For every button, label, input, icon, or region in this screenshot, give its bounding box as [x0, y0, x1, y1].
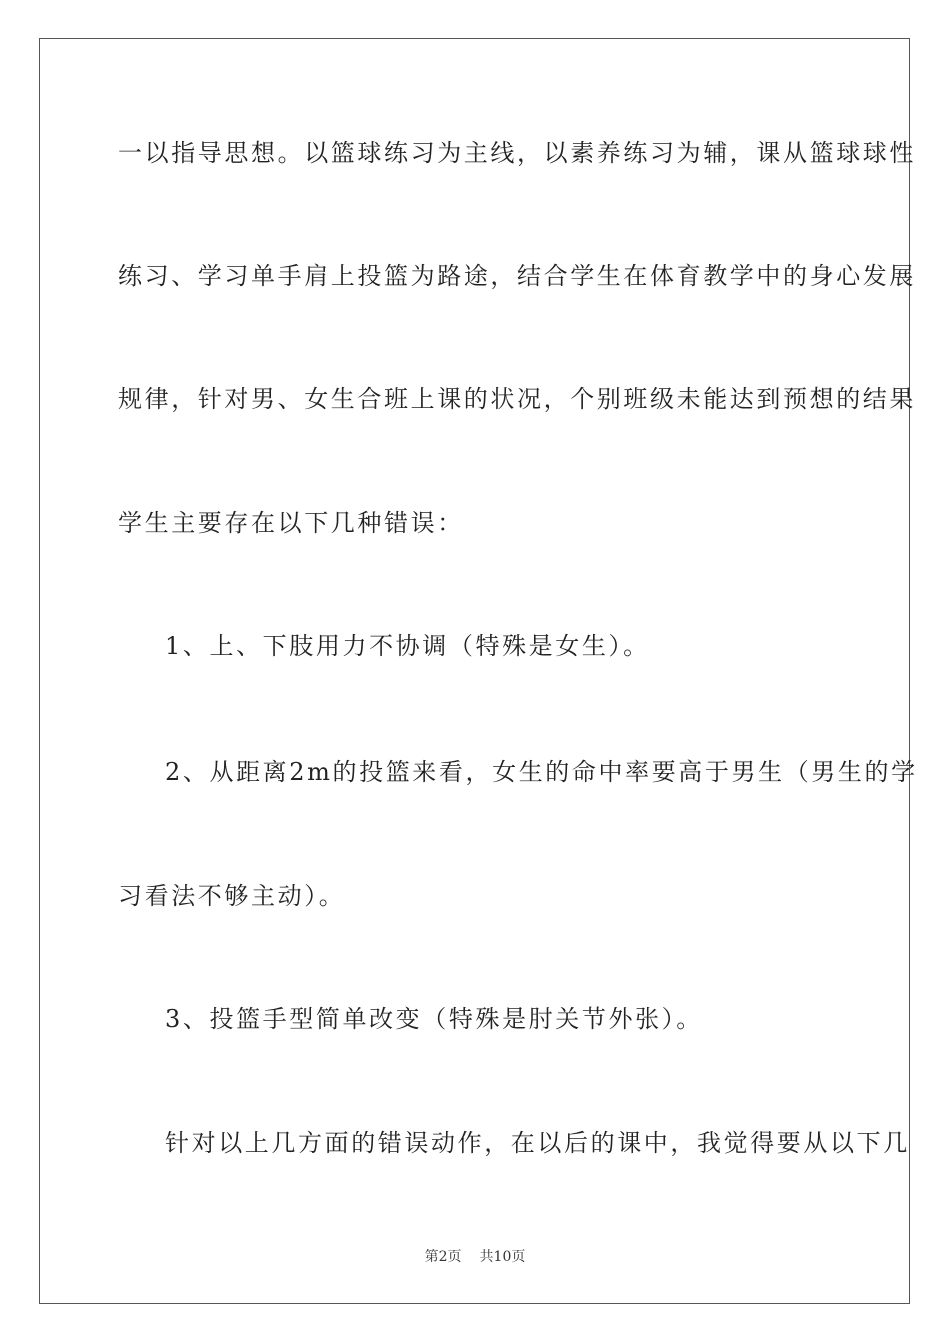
body-line-1: 一以指导思想。以篮球练习为主线，以素养练习为辅，课从篮球球性 — [118, 139, 916, 167]
body-line-3: 规律，针对男、女生合班上课的状况，个别班级未能达到预想的结果 — [118, 385, 916, 413]
list-item-3: 3、投篮手型简单改变（特殊是肘关节外张）。 — [165, 1005, 703, 1033]
list-item-1: 1、上、下肢用力不协调（特殊是女生）。 — [165, 632, 650, 660]
page-footer — [0, 1247, 950, 1267]
body-line-9: 针对以上几方面的错误动作，在以后的课中，我觉得要从以下几 — [165, 1129, 910, 1157]
body-line-4: 学生主要存在以下几种错误： — [118, 509, 464, 537]
body-line-7: 习看法不够主动）。 — [118, 882, 346, 910]
list-item-2: 2、从距离2m的投篮来看，女生的命中率要高于男生（男生的学 — [165, 758, 918, 786]
page-number: 第2页 — [424, 1249, 462, 1265]
page-frame — [39, 38, 918, 1304]
body-line-2: 练习、学习单手肩上投篮为路途，结合学生在体育教学中的身心发展 — [118, 262, 916, 290]
total-pages: 共10页 — [479, 1249, 526, 1265]
